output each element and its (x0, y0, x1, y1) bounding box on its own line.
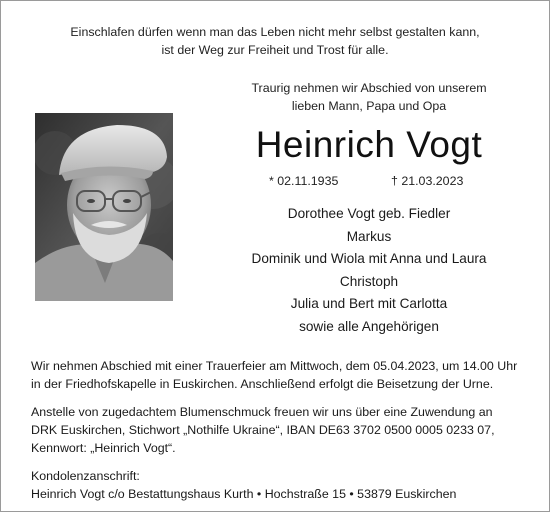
deceased-name: Heinrich Vogt (255, 124, 483, 165)
intro-line: lieben Mann, Papa und Opa (291, 99, 447, 113)
condolence-address (31, 467, 531, 503)
donation-line: DRK Euskirchen, Stichwort „Nothilfe Ukraine“, IBAN DE63 3702 0500 0005 0233 07, (31, 423, 495, 437)
service-info (31, 357, 531, 393)
portrait-photo (35, 113, 173, 301)
mourner-line: Christoph (339, 273, 399, 289)
mourner-line: Dorothee Vogt geb. Fiedler (287, 206, 451, 221)
motto-line: ist der Weg zur Freiheit und Trost für alle. (161, 43, 389, 57)
birth-date: * 02.11.1935 (269, 174, 339, 188)
mourner-line: Julia und Bert mit Carlotta (290, 296, 448, 312)
intro-line: Traurig nehmen wir Abschied von unserem (251, 81, 487, 95)
intro-text (187, 79, 550, 115)
mourner-line: sowie alle Angehörigen (299, 318, 439, 334)
donation-line: Kennwort: „Heinrich Vogt“. (31, 441, 176, 455)
motto-line: Einschlafen dürfen wenn man das Leben nicht mehr selbst gestalten kann, (70, 25, 480, 39)
service-line: Wir nehmen Abschied mit einer Trauerfeier am Mittwoch, dem 05.04.2023, um 14.00 Uhr (31, 359, 518, 373)
condolence-label: Kondolenzanschrift: (31, 469, 140, 483)
mourner-line: Markus (346, 228, 392, 244)
death-date: † 21.03.2023 (391, 174, 464, 188)
mourner-line: Dominik und Wiola mit Anna und Laura (251, 251, 487, 267)
condolence-line: Heinrich Vogt c/o Bestattungshaus Kurth • Hochstraße 15 • 53879 Euskirchen (31, 487, 457, 501)
mourners-list (187, 203, 550, 339)
donation-info (31, 403, 531, 457)
donation-line: Anstelle von zugedachtem Blumenschmuck freuen wir uns über eine Zuwendung an (31, 405, 493, 419)
motto-quote (1, 23, 549, 59)
service-line: in der Friedhofskapelle in Euskirchen. Anschließend erfolgt die Beisetzung der Urne. (31, 377, 494, 391)
